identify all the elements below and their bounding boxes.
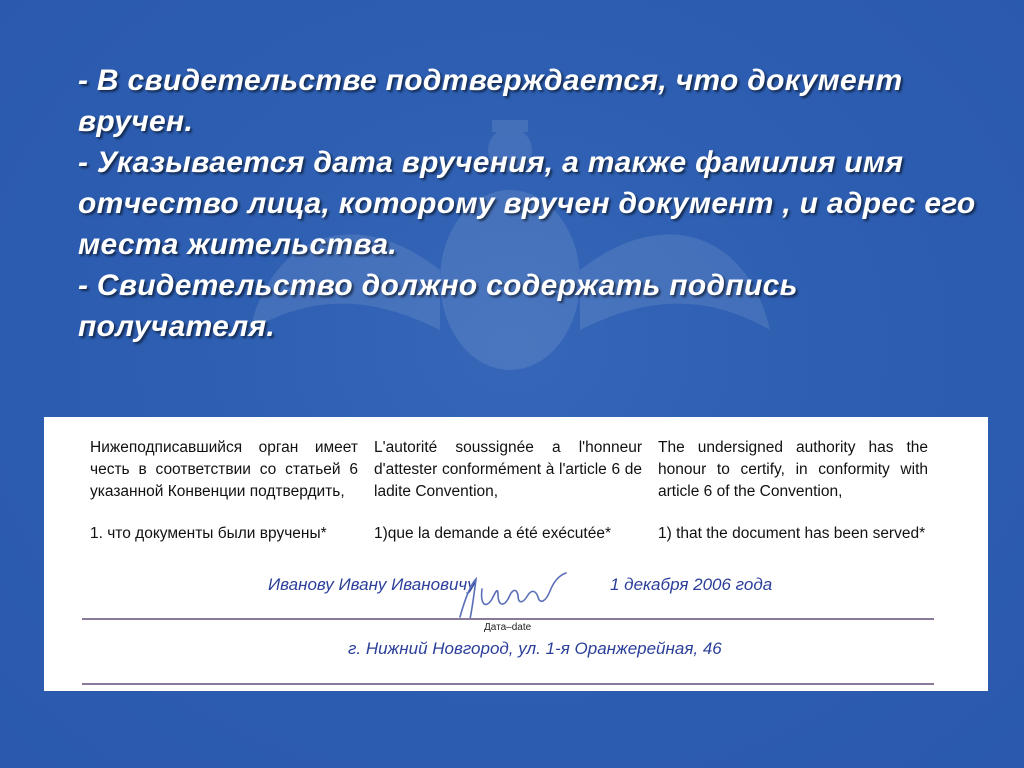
date-label: Дата–date: [484, 622, 532, 633]
russian-column: [90, 437, 358, 545]
english-served-line: 1) that the document has been served*: [658, 525, 926, 542]
french-column: [374, 437, 642, 545]
slide-paragraph: - Указывается дата вручения, а также фамилия имя отчество лица, которому вручен документ , и адрес его места жительства.: [78, 146, 976, 261]
date-underline: [82, 618, 934, 620]
slide-paragraph: - Свидетельство должно содержать подпись получателя.: [78, 269, 798, 343]
slide-text: [78, 60, 978, 347]
russian-text: Нижеподписавшийся орган имеет честь в соответствии со статьей 6 указанной Конвенции подтвердить,: [90, 439, 358, 500]
service-date: 1 декабря 2006 года: [610, 575, 773, 594]
recipient-address: г. Нижний Новгород, ул. 1-я Оранжерейная, 46: [348, 639, 722, 658]
signature-image: [452, 565, 572, 625]
address-underline: [82, 683, 934, 685]
english-column: [658, 437, 928, 545]
french-served-line: 1)que la demande a été exécutée*: [374, 525, 611, 542]
scanned-certificate: [44, 417, 988, 691]
russian-served-line: 1. что документы были вручены*: [90, 525, 327, 542]
french-text: L'autorité soussignée a l'honneur d'attester conformément à l'article 6 de ladite Convention,: [374, 439, 642, 500]
english-text: The undersigned authority has the honour to certify, in conformity with article 6 of the Convention,: [658, 439, 928, 500]
slide-paragraph: - В свидетельстве подтверждается, что документ вручен.: [78, 64, 903, 138]
recipient-name: Иванову Ивану Ивановичу: [268, 575, 476, 594]
